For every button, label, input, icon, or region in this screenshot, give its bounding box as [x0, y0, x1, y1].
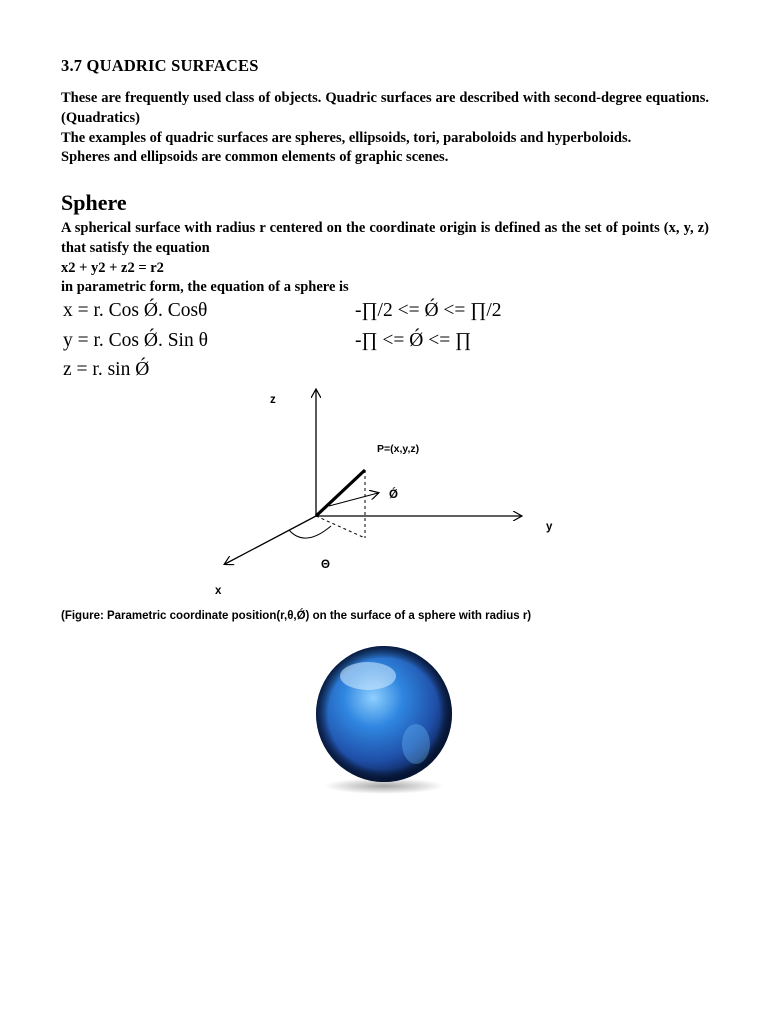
sphere-description: A spherical surface with radius r centered on the coordinate origin is defined as the set of points (x, y, z) that satisfy the equation — [61, 220, 709, 256]
projection-base — [316, 516, 365, 538]
phi-label: Ǿ — [389, 489, 398, 501]
param-z-equation: z = r. sin Ǿ — [63, 359, 150, 380]
section-heading: 3.7 QUADRIC SURFACES — [61, 56, 259, 75]
sphere-heading: Sphere — [61, 190, 127, 215]
theta-label: Θ — [321, 559, 330, 571]
parametric-intro: in parametric form, the equation of a sphere is — [61, 279, 349, 296]
intro-line-3: Spheres and ellipsoids are common elements of graphic scenes. — [61, 149, 449, 166]
y-axis-label: y — [546, 521, 553, 533]
figure-caption: (Figure: Parametric coordinate position(r,θ,Ǿ) on the surface of a sphere with radius r) — [61, 610, 532, 622]
intro-line-1: These are frequently used class of objects. Quadric surfaces are described with second-degree equations. (Quadratics) — [61, 90, 709, 126]
param-x-equation: x = r. Cos Ǿ. Cosθ — [63, 300, 208, 321]
theta-range: -∏ <= Ǿ <= ∏ — [355, 330, 472, 351]
param-y-equation: y = r. Cos Ǿ. Sin θ — [63, 330, 208, 351]
intro-line-2: The examples of quadric surfaces are spheres, ellipsoids, tori, paraboloids and hyperboloids. — [61, 129, 632, 146]
x-axis — [225, 516, 316, 564]
sphere-equation: x2 + y2 + z2 = r2 — [61, 259, 164, 276]
z-axis-label: z — [270, 394, 276, 406]
theta-arc — [289, 526, 331, 538]
coordinate-diagram — [205, 380, 565, 600]
x-axis-label: x — [215, 585, 222, 597]
point-label: P=(x,y,z) — [377, 443, 420, 455]
phi-range: -∏/2 <= Ǿ <= ∏/2 — [355, 300, 502, 321]
intro-paragraph — [61, 89, 709, 168]
radius-vector — [316, 470, 365, 516]
sphere-image — [304, 640, 464, 800]
sphere-paragraph — [61, 219, 709, 298]
